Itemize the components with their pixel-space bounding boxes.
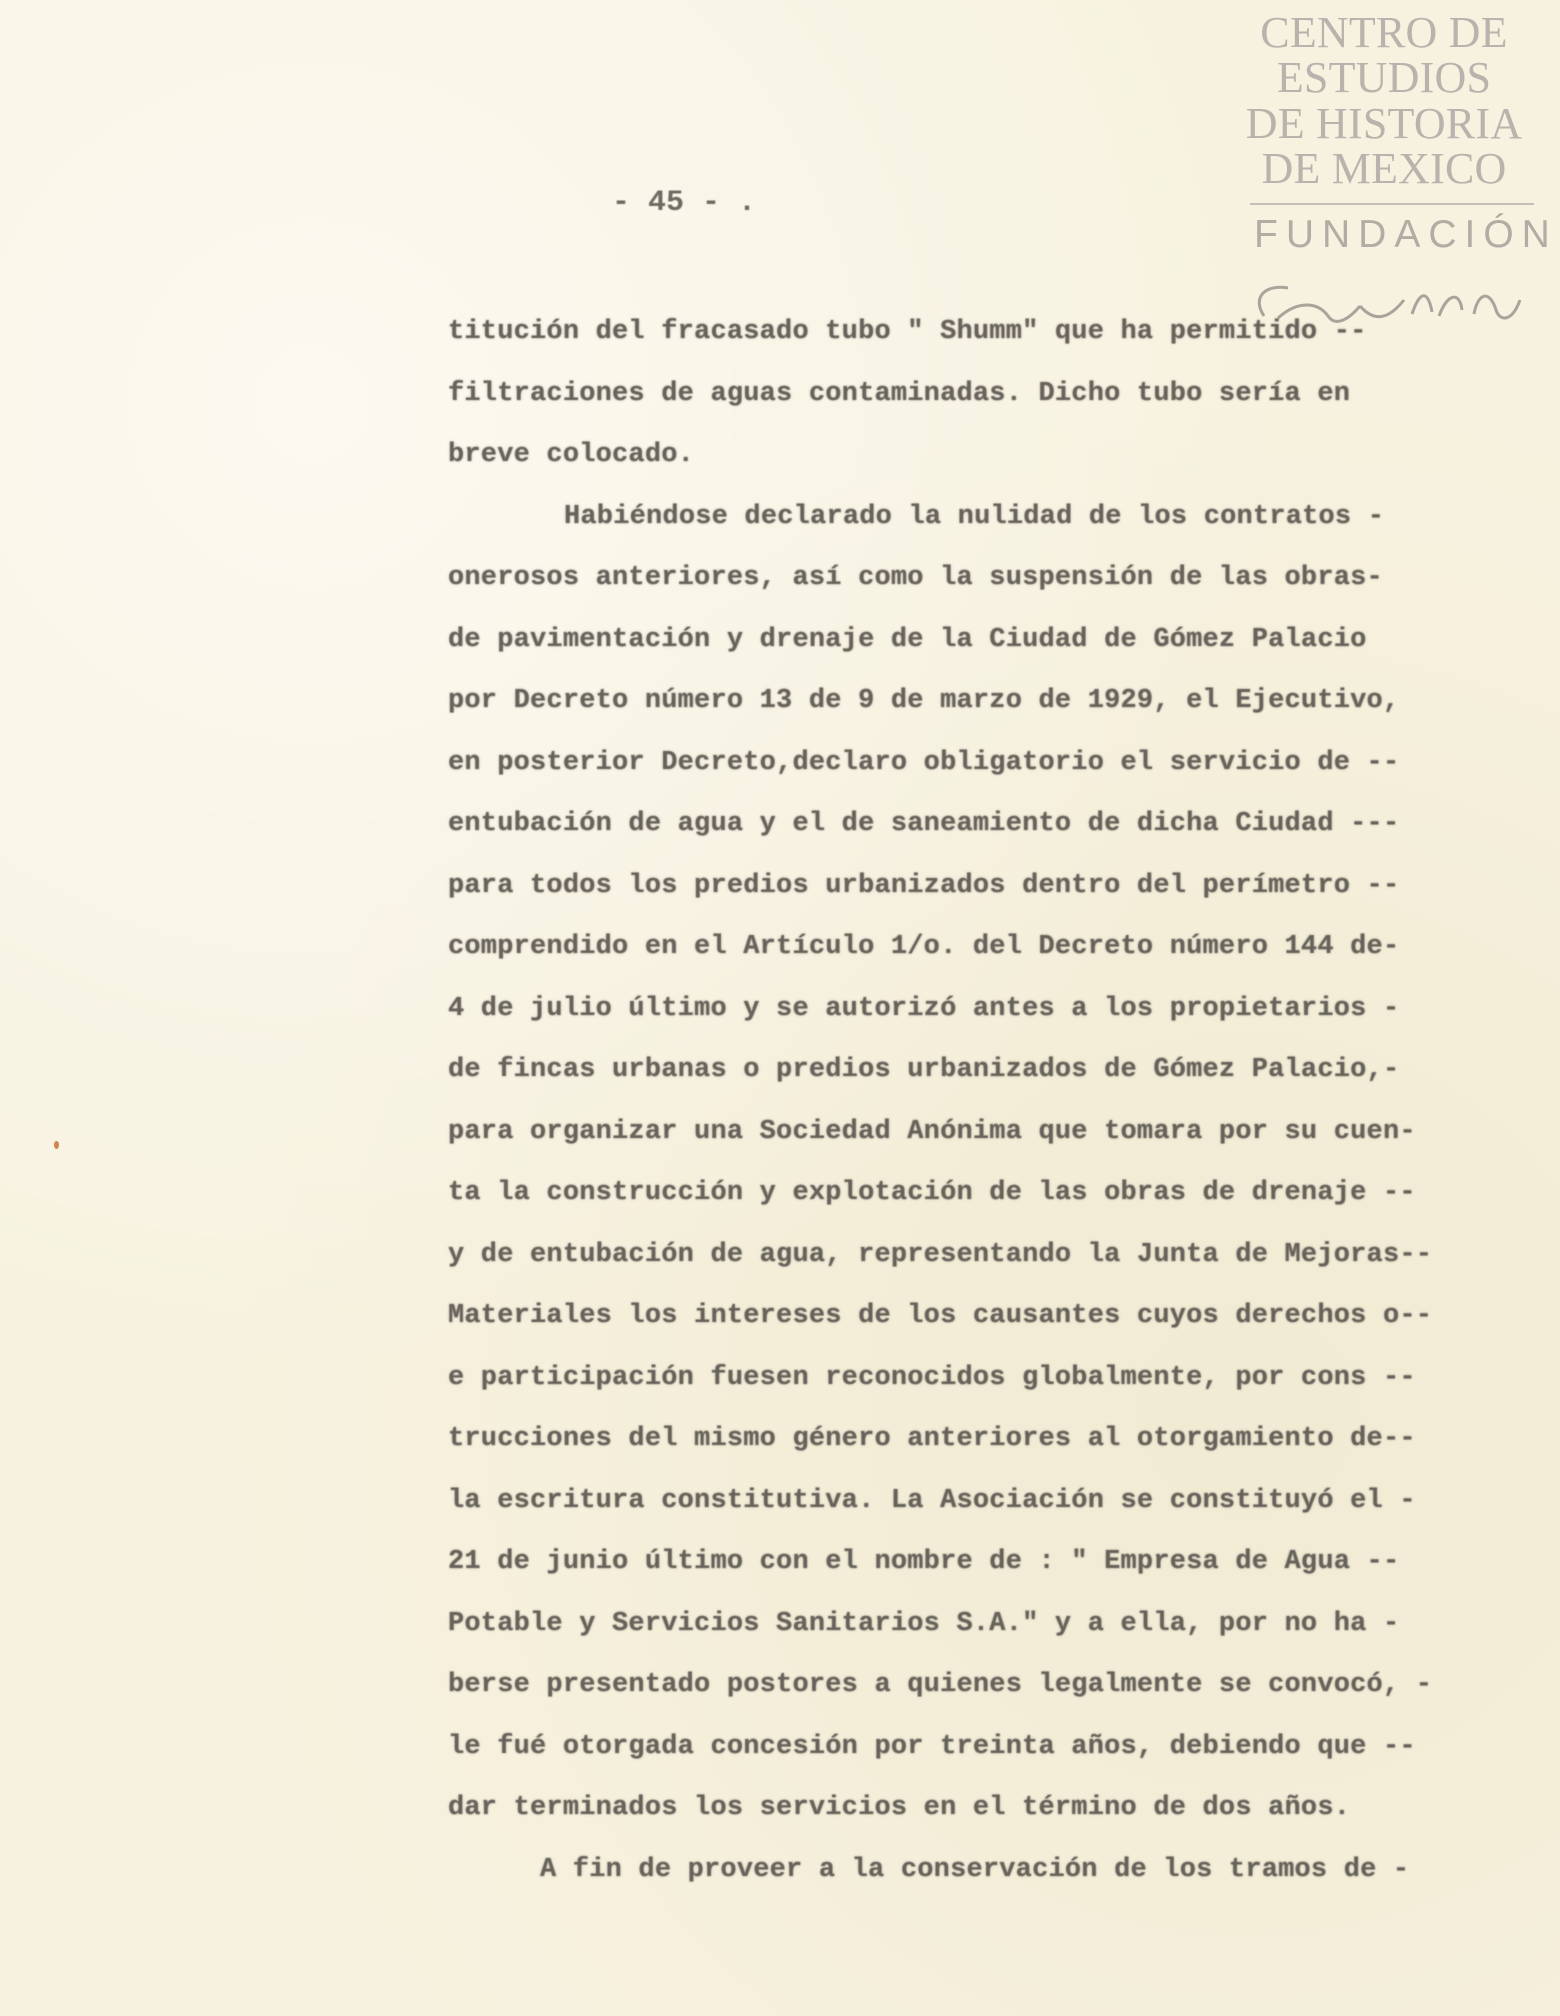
text-line-19: trucciones del mismo género anteriores al otorgamiento de-- bbox=[448, 1424, 1416, 1454]
text-line-22: Potable y Servicios Sanitarios S.A." y a ella, por no ha - bbox=[448, 1608, 1400, 1639]
text-line-1: titución del fracasado tubo " Shumm" que ha permitido -- bbox=[448, 317, 1367, 347]
typed-body bbox=[448, 302, 1508, 1901]
text-line-24: le fué otorgada concesión por treinta años, debiendo que -- bbox=[448, 1731, 1416, 1762]
margin-ink-mark bbox=[54, 1141, 59, 1149]
text-line-17: Materiales los intereses de los causantes cuyos derechos o-- bbox=[448, 1301, 1433, 1331]
text-line-2: filtraciones de aguas contaminadas. Dicho tubo sería en bbox=[448, 378, 1351, 409]
watermark-line-3: DE HISTORIA bbox=[1245, 98, 1523, 148]
text-line-21: 21 de junio último con el nombre de : " Empresa de Agua -- bbox=[448, 1547, 1400, 1577]
text-line-23: berse presentado postores a quienes legalmente se convocó, - bbox=[448, 1670, 1433, 1700]
text-line-15: ta la construcción y explotación de las obras de drenaje -- bbox=[448, 1178, 1416, 1208]
text-line-9: entubación de agua y el de saneamiento de dicha Ciudad --- bbox=[448, 809, 1400, 839]
text-line-3: breve colocado. bbox=[448, 440, 695, 470]
watermark-divider bbox=[1250, 203, 1534, 205]
text-line-11: comprendido en el Artículo 1/o. del Decreto número 144 de- bbox=[448, 932, 1400, 962]
watermark-line-1: CENTRO DE bbox=[1260, 8, 1508, 57]
archive-watermark bbox=[1234, 8, 1558, 257]
page-number: - 45 - . bbox=[612, 186, 757, 220]
text-line-18: e participación fuesen reconocidos globalmente, por cons -- bbox=[448, 1362, 1416, 1393]
text-line-5: onerosos anteriores, así como la suspensión de las obras- bbox=[448, 563, 1383, 593]
text-line-12: 4 de julio último y se autorizó antes a los propietarios - bbox=[448, 993, 1400, 1024]
text-line-8: en posterior Decreto,declaro obligatorio el servicio de -- bbox=[448, 747, 1400, 778]
text-line-26: A fin de proveer a la conservación de los tramos de - bbox=[540, 1854, 1410, 1885]
watermark-foundation: FUNDACIÓN bbox=[1254, 213, 1558, 257]
text-line-13: de fincas urbanas o predios urbanizados de Gómez Palacio,- bbox=[448, 1055, 1400, 1085]
text-line-16: y de entubación de agua, representando la Junta de Mejoras-- bbox=[448, 1239, 1433, 1270]
text-line-4: Habiéndose declarado la nulidad de los contratos - bbox=[564, 501, 1385, 532]
text-line-20: la escritura constitutiva. La Asociación se constituyó el - bbox=[448, 1485, 1416, 1516]
text-line-14: para organizar una Sociedad Anónima que tomara por su cuen- bbox=[448, 1116, 1416, 1147]
text-line-6: de pavimentación y drenaje de la Ciudad de Gómez Palacio bbox=[448, 624, 1367, 655]
watermark-line-2: ESTUDIOS bbox=[1276, 53, 1492, 103]
text-line-7: por Decreto número 13 de 9 de marzo de 1929, el Ejecutivo, bbox=[448, 686, 1400, 716]
text-line-10: para todos los predios urbanizados dentro del perímetro -- bbox=[448, 870, 1400, 901]
watermark-line-4: DE MEXICO bbox=[1261, 143, 1507, 193]
text-line-25: dar terminados los servicios en el término de dos años. bbox=[448, 1793, 1351, 1823]
